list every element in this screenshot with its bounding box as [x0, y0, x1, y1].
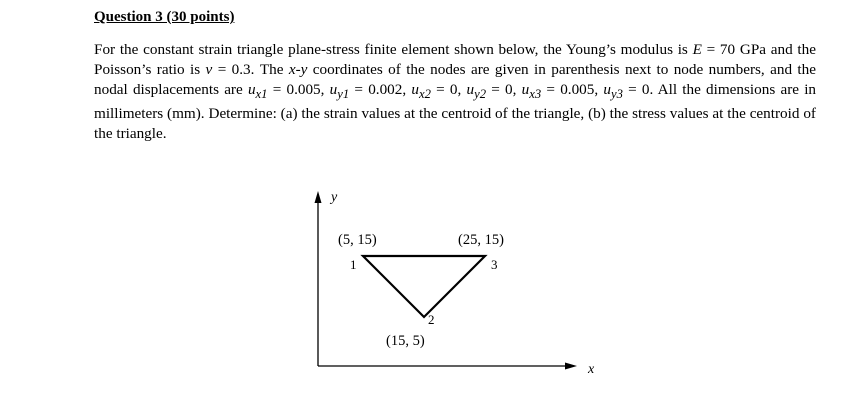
text-part-3: = 0.3. The	[212, 60, 289, 78]
node-1-coords: (5, 15)	[338, 232, 377, 248]
ux1-subscript: x1	[255, 86, 268, 101]
node-2-number: 2	[428, 312, 435, 327]
text-part-10: = 0. All the dimensions are in millimeters (mm). Determine: (a) the strain values at the centroid of the triangle, (b) the stress values at the centroid of the triangle.	[94, 80, 817, 143]
uy2-symbol: u	[466, 80, 475, 98]
node-3-number: 3	[491, 257, 498, 272]
uy3-symbol: u	[603, 80, 611, 98]
triangle-element	[363, 256, 485, 317]
text-part-7: = 0,	[430, 80, 467, 98]
x-axis-arrowhead	[565, 363, 577, 370]
node-2-coords: (15, 5)	[386, 333, 425, 349]
text-part-4: coordinates of the nodes are given in parenthesis next to node numbers, and the nodal displacements are	[94, 60, 816, 98]
uy1-subscript: y1	[337, 86, 350, 101]
xy-coordinates-label: x-y	[288, 60, 308, 78]
uy2-subscript: y2	[474, 86, 487, 101]
ux3-subscript: x3	[529, 86, 542, 101]
youngs-modulus-symbol: E	[692, 41, 702, 58]
poisson-ratio-symbol: ν	[205, 60, 213, 78]
y-axis-arrowhead	[315, 191, 322, 203]
ux1-symbol: u	[247, 80, 256, 98]
ux3-symbol: u	[521, 80, 530, 98]
question-title: Question 3 (30 points)	[94, 9, 235, 25]
node-3-coords: (25, 15)	[458, 232, 504, 248]
text-part-6: = 0.002,	[349, 80, 412, 98]
y-axis-label: y	[331, 190, 338, 205]
text-part-1: For the constant strain triangle plane-stress finite element shown below, the Young’s modulus is	[94, 41, 693, 58]
text-part-8: = 0,	[486, 80, 522, 98]
ux2-subscript: x2	[418, 86, 431, 101]
text-part-9: = 0.005,	[541, 80, 604, 98]
uy1-symbol: u	[329, 80, 338, 98]
text-part-2: = 70 GPa and the Poisson’s ratio is	[94, 41, 816, 78]
text-part-5: = 0.005,	[267, 80, 330, 98]
ux2-symbol: u	[411, 80, 419, 98]
x-axis-label: x	[588, 362, 595, 377]
uy3-subscript: y3	[610, 86, 623, 101]
node-1-number: 1	[350, 257, 357, 272]
